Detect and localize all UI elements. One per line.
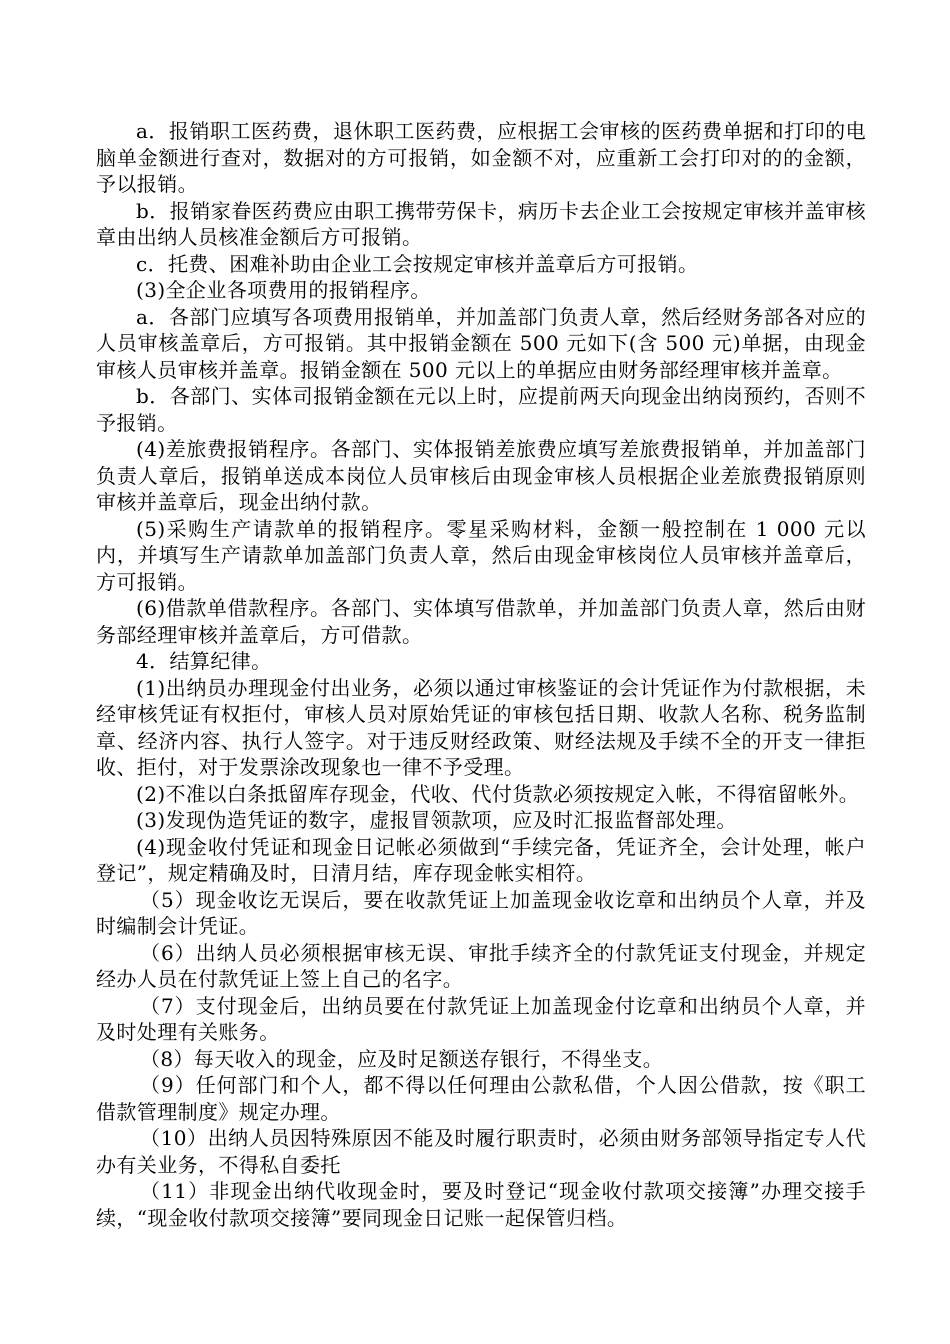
paragraph-b-appointment: b．各部门、实体司报销金额在元以上时，应提前两天向现金出纳岗预约，否则不予报销。 <box>96 384 866 435</box>
paragraph-rule-10: （10）出纳人员因特殊原因不能及时履行职责时，必须由财务部领导指定专人代办有关业务，不得私自委托 <box>96 1126 866 1177</box>
document-body <box>96 118 866 1231</box>
paragraph-6-loan: (6)借款单借款程序。各部门、实体填写借款单，并加盖部门负责人章，然后由财务部经理审核并盖章后，方可借款。 <box>96 596 866 647</box>
paragraph-a-medical: a．报销职工医药费，退休职工医药费，应根据工会审核的医药费单据和打印的电脑单金额进行查对，数据对的方可报销，如金额不对，应重新工会打印对的的金额，予以报销。 <box>96 119 866 196</box>
paragraph-rule-6: （6）出纳人员必须根据审核无误、审批手续齐全的付款凭证支付现金，并规定经办人员在付款凭证上签上自己的名字。 <box>96 940 866 991</box>
paragraph-4-travel: (4)差旅费报销程序。各部门、实体报销差旅费应填写差旅费报销单，并加盖部门负责人章后，报销单送成本岗位人员审核后由现金审核人员根据企业差旅费报销原则审核并盖章后，现金出纳付款。 <box>96 437 866 514</box>
section-heading-settlement: 4．结算纪律。 <box>136 649 272 673</box>
paragraph-c-subsidy: c．托费、困难补助由企业工会按规定审核并盖章后方可报销。 <box>136 251 699 276</box>
paragraph-rule-3: (3)发现伪造凭证的数字，虚报冒领款项，应及时汇报监督部处理。 <box>136 808 737 832</box>
paragraph-rule-4: (4)现金收付凭证和现金日记帐必须做到“手续完备，凭证齐全，会计处理，帐户登记”，规定精确及时，日清月结，库存现金帐实相符。 <box>96 834 866 885</box>
paragraph-rule-8: （8）每天收入的现金，应及时足额送存银行，不得坐支。 <box>140 1046 664 1071</box>
paragraph-rule-2: (2)不准以白条抵留库存现金，代收、代付货款必须按规定入帐，不得宿留帐外。 <box>136 781 860 806</box>
paragraph-b-family-medical: b．报销家眷医药费应由职工携带劳保卡，病历卡去企业工会按规定审核并盖审核章由出纳人员核准金额后方可报销。 <box>96 198 866 249</box>
paragraph-3-heading: (3)全企业各项费用的报销程序。 <box>136 278 431 302</box>
paragraph-rule-9: （9）任何部门和个人，都不得以任何理由公款私借，个人因公借款，按《职工借款管理制度》规定办理。 <box>96 1073 866 1124</box>
paragraph-rule-5: （5）现金收讫无误后，要在收款凭证上加盖现金收讫章和出纳员个人章，并及时编制会计凭证。 <box>96 887 866 938</box>
paragraph-rule-7: （7）支付现金后，出纳员要在付款凭证上加盖现金付讫章和出纳员个人章，并及时处理有关账务。 <box>96 993 866 1044</box>
paragraph-rule-11: （11）非现金出纳代收现金时，要及时登记“现金收付款项交接簿”办理交接手续，“现金收付款项交接簿”要同现金日记账一起保管归档。 <box>96 1179 866 1230</box>
paragraph-5-purchase: (5)采购生产请款单的报销程序。零星采购材料，金额一般控制在 1 000 元以内，并填写生产请款单加盖部门负责人章，然后由现金审核岗位人员审核并盖章后，方可报销。 <box>96 516 866 594</box>
paragraph-a-expense-form: a．各部门应填写各项费用报销单，并加盖部门负责人章，然后经财务部各对应的人员审核盖章后，方可报销。其中报销金额在 500 元如下(含 500 元)单据，由现金审核人员审核并盖章。报销金额在 500 元以上的单据应由财务部经理审核并盖章。 <box>96 304 866 382</box>
paragraph-rule-1: (1)出纳员办理现金付出业务，必须以通过审核鉴证的会计凭证作为付款根据，未经审核凭证有权拒付，审核人员对原始凭证的审核包括日期、收款人名称、税务监制章、经济内容、执行人签字。对于违反财经政策、财经法规及手续不全的开支一律拒收、拒付，对于发票涂改现象也一律不予受理。 <box>96 675 866 779</box>
